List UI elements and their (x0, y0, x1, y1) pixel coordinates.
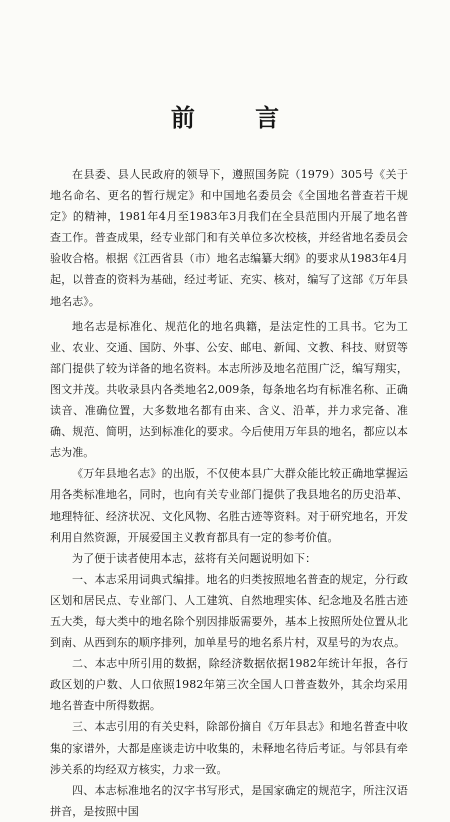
paragraph-5: 一、本志采用词典式编排。地名的归类按照地名普查的规定，分行政区划和居民点、专业部门、人工建筑、自然地理实体、纪念地及名胜古迹五大类，每大类中的地名除个别因排版需要外，基本上按照所处位置从北到南、从西到东的顺序排列，加单星号的地名系片村，双星号的为农点。 (50, 572, 408, 650)
paragraph-4: 为了便于读者使用本志，兹将有关问题说明如下： (72, 551, 317, 565)
paragraph-3: 《万年县地名志》的出版，不仅使本县广大群众能比较正确地掌握运用各类标准地名，同时，也向有关专业部门提供了我县地名的历史沿革、地理特征、经济状况、文化风物、名胜古迹等资料。对于研究地名，开发利用自然资源，开展爱国主义教育都具有一定的参考价值。 (50, 467, 408, 544)
preface-body (50, 164, 408, 822)
paragraph-7: 三、本志引用的有关史料，除部份摘自《万年县志》和地名普查中收集的家谱外，大都是座谈走访中收集的，未释地名待后考证。与邻县有牵涉关系的均经双方核实，力求一致。 (50, 720, 408, 776)
paragraph-8: 四、本志标准地名的汉字书写形式，是国家确定的规范字，所注汉语拼音，是按照中国 (50, 783, 408, 818)
paragraph-2: 地名志是标准化、规范化的地名典籍，是法定性的工具书。它为工业、农业、交通、国防、外事、公安、邮电、新闻、文教、科技、财贸等部门提供了较为详备的地名资料。本志所涉及地名范围广泛，编写翔实，图文并茂。共收录县内各类地名2,009条，每条地名均有标准名称、正确读音、准确位置，大多数地名都有由来、含义、沿革，并力求完备、准确、规范、简明，达到标准化的要求。今后使用万年县的地名，都应以本志为准。 (50, 319, 408, 460)
paragraph-1: 在县委、县人民政府的领导下，遵照国务院（1979）305号《关于地名命名、更名的暂行规定》和中国地名委员会《全国地名普查若干规定》的精神，1981年4月至1983年3月我们在全县范围内开展了地名普查工作。普查成果，经专业部门和有关单位多次校核，并经省地名委员会验收合格。根据《江西省县（市）地名志编纂大纲》的要求从1983年4月起，以普查的资料为基础，经过考证、充实、核对，编写了这部《万年县地名志》。 (50, 168, 408, 308)
paragraph-6: 二、本志中所引用的数据，除经济数据依据1982年统计年报，各行政区划的户数、人口依照1982年第三次全国人口普查数外，其余均采用地名普查中所得数据。 (50, 657, 408, 713)
page-title: 前 言 (170, 103, 306, 132)
